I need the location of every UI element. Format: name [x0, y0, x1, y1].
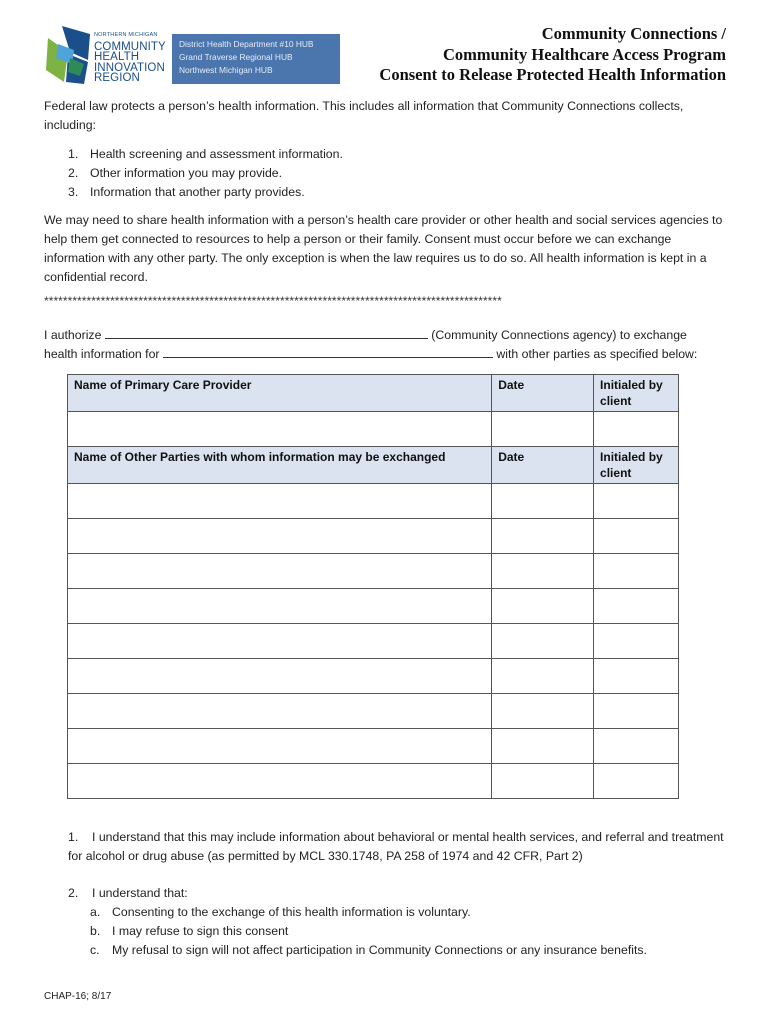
logo-line-1: COMMUNITY — [94, 40, 166, 53]
primary-provider-cell[interactable] — [68, 412, 492, 447]
initial-cell[interactable] — [594, 484, 679, 519]
hub-item: Northwest Michigan HUB — [179, 64, 273, 75]
date-cell[interactable] — [492, 659, 594, 694]
logo-mark-icon — [44, 24, 94, 86]
list-item: a. Consenting to the exchange of this health information is voluntary. — [90, 905, 471, 919]
logo-line-4: REGION — [94, 72, 140, 84]
date-cell[interactable] — [492, 694, 594, 729]
table-row — [68, 412, 679, 447]
table-row — [68, 519, 679, 554]
party-cell[interactable] — [68, 484, 492, 519]
hub-item: District Health Department #10 HUB — [179, 39, 314, 49]
list-item: 2. Other information you may provide. — [68, 166, 283, 180]
other-parties-header: Name of Other Parties with whom information may be exchanged — [68, 447, 492, 484]
date-cell[interactable] — [492, 484, 594, 519]
party-cell[interactable] — [68, 554, 492, 589]
page-title — [379, 24, 726, 86]
share-paragraph: We may need to share health information with a person’s health care provider or other health and social services agencies to help them get connected to resources to help a person or their family. Consent must occur before we can exchange information with any other party. The only exception is when the law requires us to do so. All health information is kept in a confidential record. — [44, 213, 723, 284]
table-row — [68, 729, 679, 764]
initial-cell[interactable] — [594, 729, 679, 764]
client-name-blank-field[interactable] — [163, 345, 493, 358]
party-cell[interactable] — [68, 659, 492, 694]
table-row — [68, 484, 679, 519]
initialed-header: Initialed by client — [594, 375, 679, 412]
date-cell[interactable] — [492, 554, 594, 589]
party-cell[interactable] — [68, 694, 492, 729]
party-cell[interactable] — [68, 589, 492, 624]
initialed-header: Initialed by client — [594, 447, 679, 484]
date-cell[interactable] — [492, 589, 594, 624]
date-header: Date — [492, 375, 594, 412]
date-cell[interactable] — [492, 519, 594, 554]
title-line-2: Community Healthcare Access Program — [442, 44, 726, 64]
table-row — [68, 694, 679, 729]
initial-cell[interactable] — [594, 589, 679, 624]
info-list — [68, 145, 343, 202]
understand-2: 2. I understand that: a. Consenting to the exchange of this health information is voluntary. b. I may refuse to sign this consent c. My refusal to sign will not affect participation in Community Connections or any insurance benefits. — [68, 884, 728, 960]
initial-cell[interactable] — [594, 694, 679, 729]
hub-item: Grand Traverse Regional HUB — [179, 51, 293, 62]
form-code: CHAP-16; 8/17 — [44, 991, 112, 1002]
authorize-line-1: I authorize (Community Connections agency) to exchange — [44, 328, 687, 342]
table-row — [68, 554, 679, 589]
date-cell[interactable] — [492, 412, 594, 447]
initial-cell[interactable] — [594, 554, 679, 589]
hub-box — [172, 34, 340, 84]
logo-text — [94, 30, 166, 84]
list-item: c. My refusal to sign will not affect participation in Community Connections or any insurance benefits. — [90, 943, 647, 957]
separator: ************************************************************************************************* — [44, 294, 502, 308]
initial-cell[interactable] — [594, 659, 679, 694]
title-line-1: Community Connections / — [541, 24, 726, 43]
primary-header-row — [68, 375, 679, 412]
intro-paragraph: Federal law protects a person’s health information. This includes all information that Community Connections collects, including: — [44, 99, 684, 132]
logo-line-3: INNOVATION — [94, 61, 165, 74]
date-cell[interactable] — [492, 764, 594, 799]
date-cell[interactable] — [492, 624, 594, 659]
authorize-line-2: health information for with other parties as specified below: — [44, 347, 698, 361]
title-line-3: Consent to Release Protected Health Information — [379, 65, 726, 84]
party-cell[interactable] — [68, 764, 492, 799]
party-cell[interactable] — [68, 519, 492, 554]
initial-cell[interactable] — [594, 519, 679, 554]
date-header: Date — [492, 447, 594, 484]
consent-table — [67, 374, 679, 799]
logo-region-small: NORTHERN MICHIGAN — [94, 32, 158, 38]
agency-blank-field[interactable] — [105, 326, 428, 339]
logo-line-2: HEALTH — [94, 51, 140, 63]
table-row — [68, 764, 679, 799]
table-row — [68, 589, 679, 624]
table-row — [68, 659, 679, 694]
initial-cell[interactable] — [594, 412, 679, 447]
date-cell[interactable] — [492, 729, 594, 764]
list-item: b. I may refuse to sign this consent — [90, 924, 289, 938]
party-cell[interactable] — [68, 729, 492, 764]
primary-provider-header: Name of Primary Care Provider — [68, 375, 492, 412]
initial-cell[interactable] — [594, 624, 679, 659]
other-parties-header-row — [68, 447, 679, 484]
table-row — [68, 624, 679, 659]
list-item: 1. Health screening and assessment information. — [68, 147, 343, 161]
list-item: 3. Information that another party provides. — [68, 185, 305, 199]
understand-1: 1. I understand that this may include information about behavioral or mental health services, and referral and treatment for alcohol or drug abuse (as permitted by MCL 330.1748, PA 258 of 1974 and 42 CFR, Part 2) — [68, 830, 724, 863]
party-cell[interactable] — [68, 624, 492, 659]
initial-cell[interactable] — [594, 764, 679, 799]
